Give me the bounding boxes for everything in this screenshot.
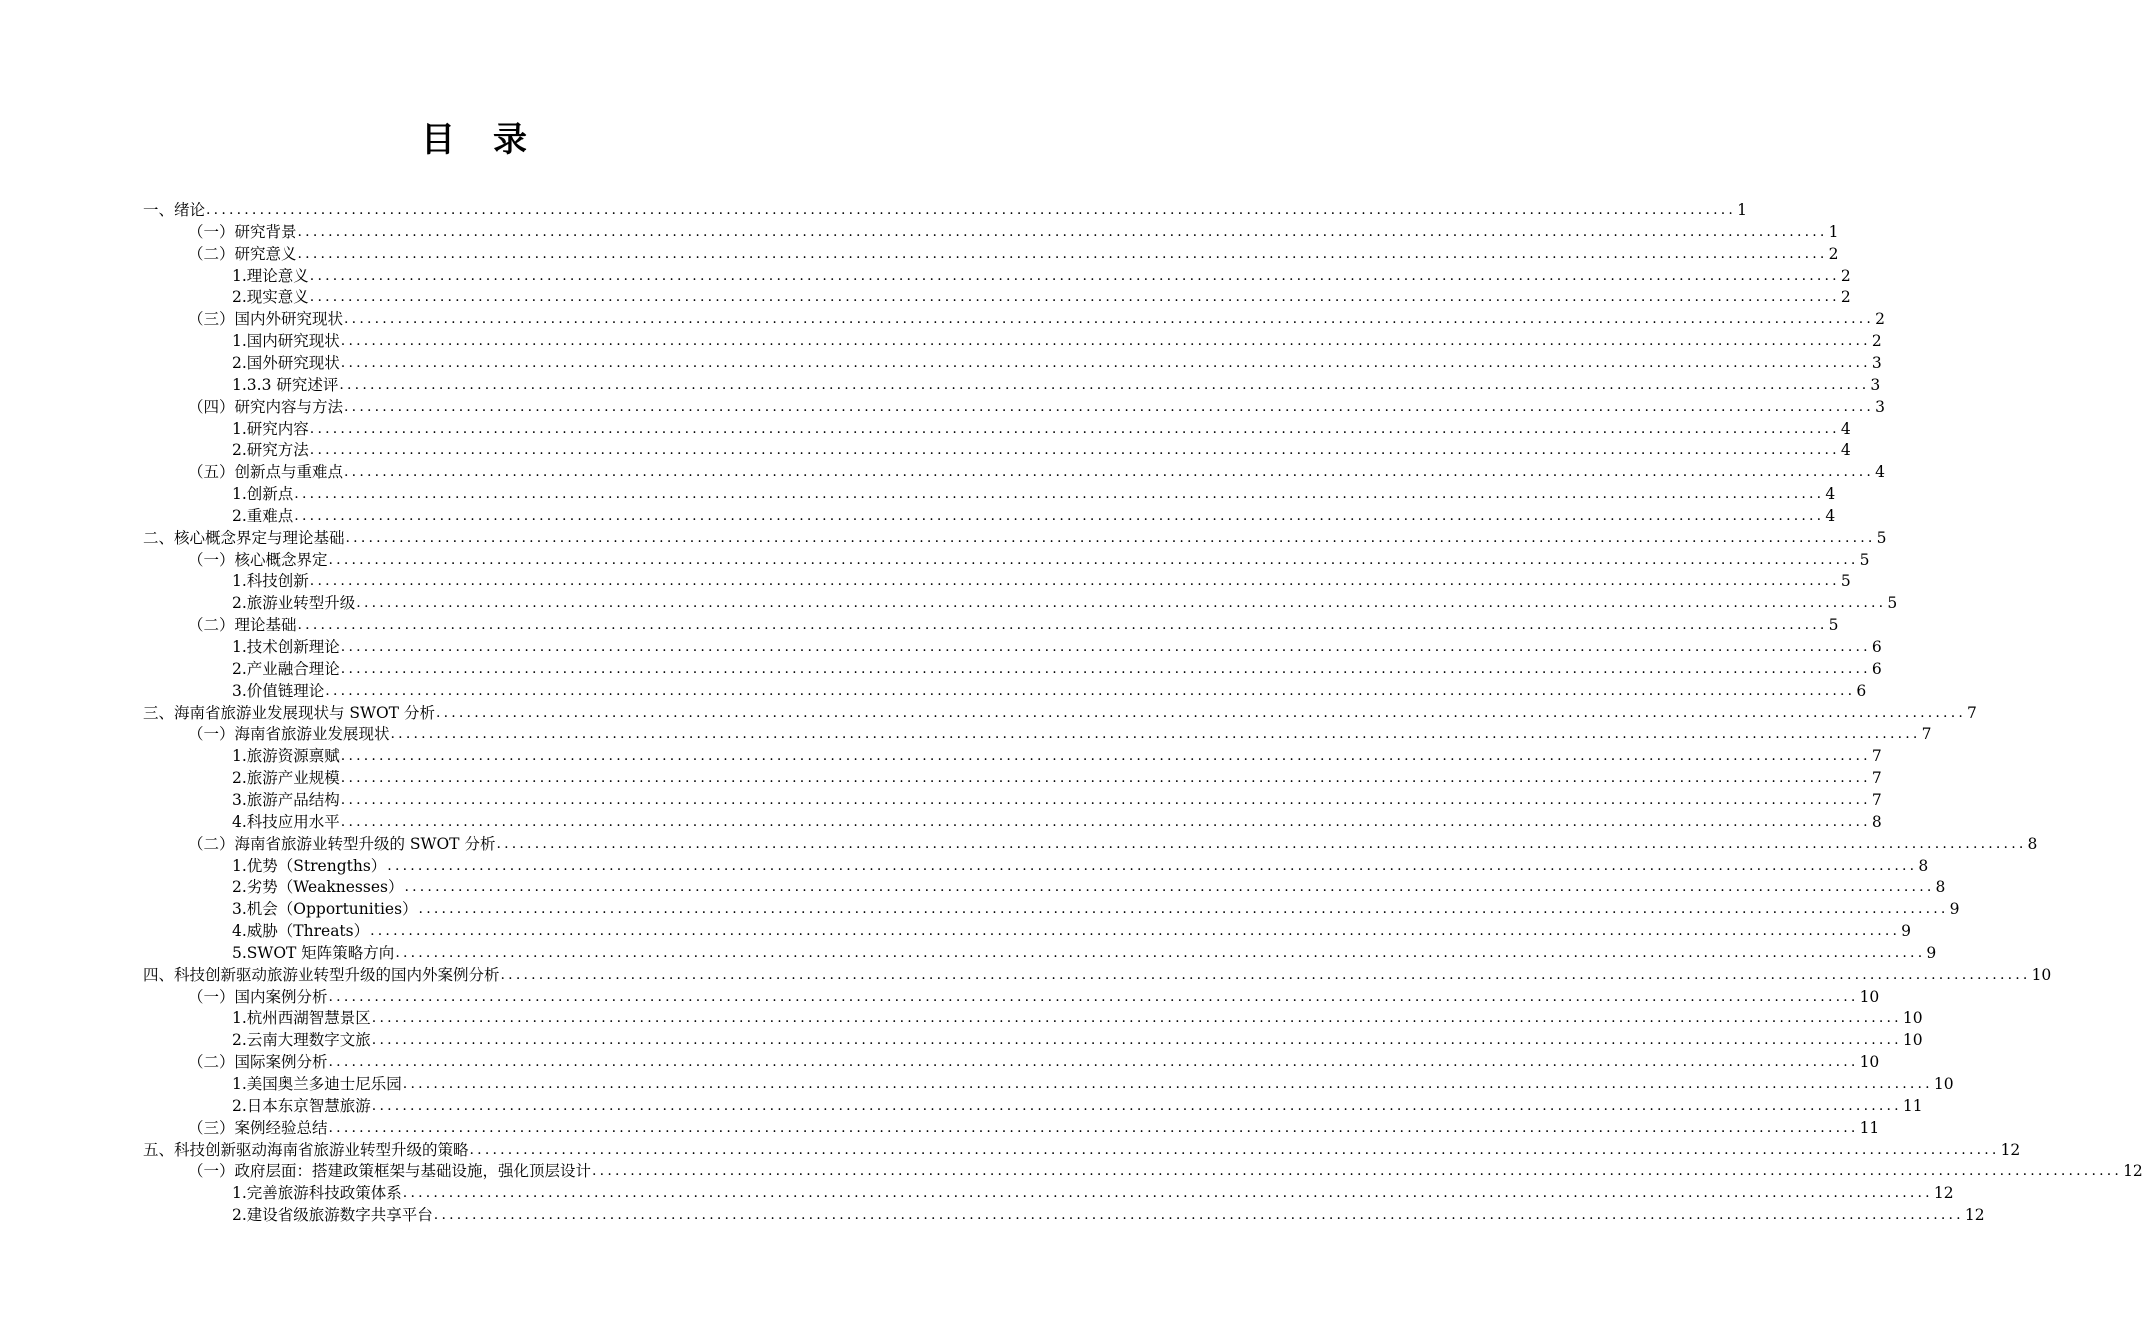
toc-entry[interactable] — [232, 330, 1882, 352]
toc-entry[interactable] — [143, 702, 1977, 724]
toc-entry-label: 1.3.3 研究述评 — [232, 375, 339, 394]
toc-entry[interactable] — [188, 461, 1885, 483]
toc-entry[interactable] — [232, 636, 1882, 658]
toc-entry-label: （四）研究内容与方法 — [188, 397, 344, 416]
toc-entry[interactable] — [232, 1073, 1954, 1095]
toc-dot-leader: ........................................................................................................................................................................................................ — [344, 464, 1875, 481]
toc-entry[interactable] — [188, 614, 1839, 636]
toc-entry-page-number: 4 — [1825, 485, 1836, 504]
toc-entry-page-number: 12 — [2000, 1140, 2021, 1159]
toc-entry-label: （五）创新点与重难点 — [188, 463, 344, 482]
toc-dot-leader: ........................................................................................................................................................................................................ — [371, 1032, 1902, 1049]
toc-dot-leader: ........................................................................................................................................................................................................ — [309, 573, 1840, 590]
toc-entry-page-number: 4 — [1875, 463, 1885, 482]
toc-entry-label: （一）海南省旅游业发展现状 — [188, 725, 390, 744]
toc-entry-page-number: 2 — [1840, 266, 1851, 285]
toc-dot-leader: ........................................................................................................................................................................................................ — [404, 879, 1935, 896]
toc-entry-page-number: 2 — [1875, 310, 1885, 329]
toc-dot-leader: ........................................................................................................................................................................................................ — [309, 420, 1840, 437]
toc-entry-label: 1.理论意义 — [232, 266, 309, 285]
toc-dot-leader: ........................................................................................................................................................................................................ — [328, 988, 1859, 1005]
toc-entry-page-number: 6 — [1856, 681, 1867, 700]
toc-entry[interactable] — [232, 1029, 1923, 1051]
toc-dot-leader: ........................................................................................................................................................................................................ — [371, 1097, 1902, 1114]
toc-entry-page-number: 2 — [1840, 288, 1851, 307]
toc-dot-leader: ........................................................................................................................................................................................................ — [340, 791, 1871, 808]
toc-entry-label: 2.产业融合理论 — [232, 659, 340, 678]
toc-entry-page-number: 4 — [1825, 506, 1836, 525]
toc-entry-page-number: 7 — [1871, 769, 1882, 788]
toc-entry-page-number: 10 — [1902, 1009, 1923, 1028]
toc-entry[interactable] — [232, 680, 1867, 702]
toc-entry[interactable] — [232, 374, 1881, 396]
toc-entry[interactable] — [232, 920, 1912, 942]
toc-dot-leader: ........................................................................................................................................................................................................ — [395, 944, 1926, 961]
toc-entry[interactable] — [232, 811, 1882, 833]
toc-entry[interactable] — [232, 1204, 1985, 1226]
page-title: 目 录 — [421, 120, 529, 160]
toc-dot-leader: ........................................................................................................................................................................................................ — [309, 267, 1840, 284]
toc-entry[interactable] — [232, 418, 1851, 440]
toc-entry-page-number: 5 — [1887, 594, 1898, 613]
toc-dot-leader: ........................................................................................................................................................................................................ — [294, 486, 1825, 503]
toc-entry[interactable] — [232, 505, 1836, 527]
toc-dot-leader: ........................................................................................................................................................................................................ — [435, 704, 1966, 721]
toc-entry-label: 2.现实意义 — [232, 288, 309, 307]
toc-dot-leader: ........................................................................................................................................................................................................ — [340, 770, 1871, 787]
toc-entry[interactable] — [188, 1051, 1880, 1073]
toc-entry-page-number: 5 — [1828, 616, 1839, 635]
toc-entry-page-number: 4 — [1840, 441, 1851, 460]
toc-entry-label: （二）国际案例分析 — [188, 1053, 328, 1072]
toc-dot-leader: ........................................................................................................................................................................................................ — [344, 398, 1875, 415]
toc-entry-page-number: 10 — [1902, 1031, 1923, 1050]
toc-entry[interactable] — [188, 1117, 1880, 1139]
toc-entry-page-number: 2 — [1871, 332, 1882, 351]
toc-entry-label: 2.旅游产业规模 — [232, 769, 340, 788]
toc-entry[interactable] — [232, 898, 1960, 920]
toc-entry-label: 2.劣势（Weaknesses） — [232, 878, 404, 897]
toc-dot-leader: ........................................................................................................................................................................................................ — [309, 289, 1840, 306]
toc-entry-label: 1.杭州西湖智慧景区 — [232, 1009, 371, 1028]
toc-entry-label: 3.价值链理论 — [232, 681, 325, 700]
toc-entry-page-number: 5 — [1840, 572, 1851, 591]
toc-dot-leader: ........................................................................................................................................................................................................ — [500, 966, 2031, 983]
toc-entry-page-number: 5 — [1859, 550, 1870, 569]
toc-dot-leader: ........................................................................................................................................................................................................ — [340, 639, 1871, 655]
toc-dot-leader: ........................................................................................................................................................................................................ — [469, 1141, 2000, 1158]
toc-entry[interactable] — [143, 527, 1887, 549]
toc-dot-leader: ........................................................................................................................................................................................................ — [297, 223, 1828, 240]
toc-entry[interactable] — [232, 1007, 1923, 1029]
toc-entry-label: 三、海南省旅游业发展现状与 SWOT 分析 — [143, 703, 435, 722]
toc-entry-label: 1.科技创新 — [232, 572, 309, 591]
toc-entry-label: 2.国外研究现状 — [232, 353, 340, 372]
toc-entry[interactable] — [188, 1160, 2143, 1182]
toc-entry-page-number: 11 — [1859, 1118, 1880, 1137]
toc-entry[interactable] — [143, 1139, 2021, 1161]
toc-entry-label: （三）案例经验总结 — [188, 1118, 328, 1137]
toc-entry-page-number: 7 — [1871, 790, 1882, 809]
toc-entry[interactable] — [232, 265, 1851, 287]
toc-entry[interactable] — [232, 658, 1882, 680]
toc-entry[interactable] — [188, 396, 1885, 418]
toc-entry-label: 5.SWOT 矩阵策略方向 — [232, 943, 395, 962]
toc-entry-page-number: 4 — [1840, 419, 1851, 438]
toc-entry[interactable] — [232, 942, 1937, 964]
toc-entry-page-number: 1 — [1828, 222, 1839, 241]
toc-entry-label: 2.建设省级旅游数字共享平台 — [232, 1206, 433, 1225]
toc-dot-leader: ........................................................................................................................................................................................................ — [325, 682, 1856, 699]
toc-dot-leader: ........................................................................................................................................................................................................ — [294, 507, 1825, 524]
toc-dot-leader: ........................................................................................................................................................................................................ — [345, 529, 1876, 546]
toc-entry[interactable] — [232, 855, 1929, 877]
toc-dot-leader: ........................................................................................................................................................................................................ — [402, 1076, 1933, 1092]
toc-entry-label: 1.创新点 — [232, 485, 294, 504]
toc-entry-label: 2.云南大理数字文旅 — [232, 1031, 371, 1050]
toc-entry-page-number: 8 — [1935, 878, 1946, 897]
toc-entry-label: 2.日本东京智慧旅游 — [232, 1096, 371, 1115]
toc-entry-label: （二）研究意义 — [188, 244, 297, 263]
toc-entry-label: 3.机会（Opportunities） — [232, 900, 418, 919]
toc-entry-label: 四、科技创新驱动旅游业转型升级的国内外案例分析 — [143, 965, 500, 984]
toc-dot-leader: ........................................................................................................................................................................................................ — [356, 595, 1887, 612]
toc-dot-leader: ........................................................................................................................................................................................................ — [340, 813, 1871, 830]
toc-entry-label: （一）国内案例分析 — [188, 987, 328, 1006]
toc-entry[interactable] — [232, 570, 1851, 592]
toc-dot-leader: ........................................................................................................................................................................................................ — [340, 333, 1871, 350]
toc-entry[interactable] — [143, 199, 1747, 221]
toc-entry[interactable] — [232, 745, 1882, 767]
toc-entry[interactable] — [188, 986, 1880, 1008]
toc-entry-page-number: 11 — [1902, 1096, 1923, 1115]
toc-entry-page-number: 3 — [1870, 375, 1881, 394]
toc-entry-label: 1.旅游资源禀赋 — [232, 747, 340, 766]
toc-entry-label: （三）国内外研究现状 — [188, 310, 344, 329]
toc-dot-leader: ........................................................................................................................................................................................................ — [387, 857, 1918, 874]
toc-entry-label: 一、绪论 — [143, 201, 206, 219]
toc-entry[interactable] — [232, 439, 1851, 461]
toc-dot-leader: ........................................................................................................................................................................................................ — [371, 1010, 1902, 1027]
toc-entry[interactable] — [232, 352, 1882, 374]
toc-entry[interactable] — [188, 833, 2038, 855]
toc-entry-label: （一）政府层面：搭建政策框架与基础设施，强化顶层设计 — [188, 1162, 592, 1181]
toc-entry-page-number: 3 — [1871, 353, 1882, 372]
toc-entry-page-number: 9 — [1901, 922, 1912, 941]
toc-entry[interactable] — [232, 286, 1851, 308]
toc-dot-leader: ........................................................................................................................................................................................................ — [328, 1054, 1859, 1071]
toc-entry-label: 1.技术创新理论 — [232, 638, 340, 656]
toc-entry-label: 1.研究内容 — [232, 419, 309, 438]
toc-entry-page-number: 6 — [1871, 659, 1882, 678]
toc-entry-label: 五、科技创新驱动海南省旅游业转型升级的策略 — [143, 1140, 469, 1159]
toc-entry[interactable] — [232, 876, 1946, 898]
toc-dot-leader: ........................................................................................................................................................................................................ — [206, 202, 1737, 218]
toc-entry[interactable] — [232, 767, 1882, 789]
toc-entry-page-number: 12 — [2123, 1162, 2143, 1181]
toc-entry-label: 1.国内研究现状 — [232, 332, 340, 351]
toc-entry-page-number: 2 — [1828, 244, 1839, 263]
toc-entry[interactable] — [188, 221, 1839, 243]
toc-entry-page-number: 8 — [2027, 834, 2038, 853]
toc-entry-label: 4.威胁（Threats） — [232, 922, 370, 941]
toc-entry[interactable] — [232, 592, 1898, 614]
toc-entry[interactable] — [188, 243, 1839, 265]
toc-entry-page-number: 10 — [2031, 965, 2052, 984]
toc-dot-leader: ........................................................................................................................................................................................................ — [340, 748, 1871, 765]
toc-entry[interactable] — [188, 308, 1885, 330]
toc-dot-leader: ........................................................................................................................................................................................................ — [592, 1163, 2123, 1180]
toc-entry-page-number: 7 — [1921, 725, 1932, 744]
toc-entry-page-number: 7 — [1871, 747, 1882, 766]
toc-dot-leader: ........................................................................................................................................................................................................ — [297, 245, 1828, 262]
toc-dot-leader: ........................................................................................................................................................................................................ — [339, 376, 1870, 393]
toc-dot-leader: ........................................................................................................................................................................................................ — [309, 442, 1840, 459]
toc-entry[interactable] — [232, 483, 1836, 505]
toc-entry-page-number: 3 — [1875, 397, 1885, 416]
toc-entry-page-number: 9 — [1926, 943, 1937, 962]
toc-dot-leader: ........................................................................................................................................................................................................ — [328, 551, 1859, 568]
toc-entry[interactable] — [188, 549, 1870, 571]
toc-entry-label: 1.优势（Strengths） — [232, 856, 387, 875]
toc-entry[interactable] — [143, 964, 2052, 986]
toc-entry-page-number: 10 — [1859, 987, 1880, 1006]
toc-entry-page-number: 6 — [1871, 638, 1882, 656]
toc-entry[interactable] — [232, 1095, 1923, 1117]
toc-dot-leader: ........................................................................................................................................................................................................ — [328, 1119, 1859, 1136]
toc-dot-leader: ........................................................................................................................................................................................................ — [297, 617, 1828, 634]
toc-entry-page-number: 8 — [1918, 856, 1929, 875]
toc-dot-leader: ........................................................................................................................................................................................................ — [418, 901, 1949, 918]
toc-dot-leader: ........................................................................................................................................................................................................ — [433, 1207, 1964, 1224]
toc-entry-label: 2.重难点 — [232, 506, 294, 525]
toc-entry-page-number: 5 — [1876, 528, 1887, 547]
toc-entry-label: （二）海南省旅游业转型升级的 SWOT 分析 — [188, 834, 496, 853]
toc-entry-page-number: 9 — [1949, 900, 1960, 919]
toc-entry-label: （二）理论基础 — [188, 616, 297, 635]
toc-entry-page-number: 10 — [1933, 1075, 1954, 1093]
toc-dot-leader: ........................................................................................................................................................................................................ — [402, 1185, 1933, 1202]
toc-entry[interactable] — [188, 723, 1932, 745]
toc-dot-leader: ........................................................................................................................................................................................................ — [390, 726, 1921, 743]
toc-entry-label: 3.旅游产品结构 — [232, 790, 340, 809]
toc-entry-page-number: 12 — [1933, 1184, 1954, 1203]
toc-dot-leader: ........................................................................................................................................................................................................ — [344, 311, 1875, 328]
toc-entry-page-number: 10 — [1859, 1053, 1880, 1072]
toc-entry-page-number: 1 — [1737, 201, 1747, 219]
toc-entry-label: 2.研究方法 — [232, 441, 309, 460]
toc-entry[interactable] — [232, 1182, 1954, 1204]
toc-dot-leader: ........................................................................................................................................................................................................ — [340, 660, 1871, 677]
toc-entry[interactable] — [232, 789, 1882, 811]
toc-dot-leader: ........................................................................................................................................................................................................ — [340, 354, 1871, 371]
toc-entry-label: （一）核心概念界定 — [188, 550, 328, 569]
toc-dot-leader: ........................................................................................................................................................................................................ — [496, 835, 2027, 852]
toc-entry-page-number: 7 — [1967, 703, 1977, 722]
toc-dot-leader: ........................................................................................................................................................................................................ — [370, 923, 1901, 940]
toc-entry-label: 1.完善旅游科技政策体系 — [232, 1184, 402, 1203]
toc-entry-page-number: 8 — [1871, 812, 1882, 831]
toc-entry-label: 1.美国奥兰多迪士尼乐园 — [232, 1075, 402, 1093]
toc-entry-label: 2.旅游业转型升级 — [232, 594, 356, 613]
toc-entry-page-number: 12 — [1964, 1206, 1985, 1225]
toc-entry-label: （一）研究背景 — [188, 222, 297, 241]
toc-entry-label: 二、核心概念界定与理论基础 — [143, 528, 345, 547]
toc-entry-label: 4.科技应用水平 — [232, 812, 340, 831]
